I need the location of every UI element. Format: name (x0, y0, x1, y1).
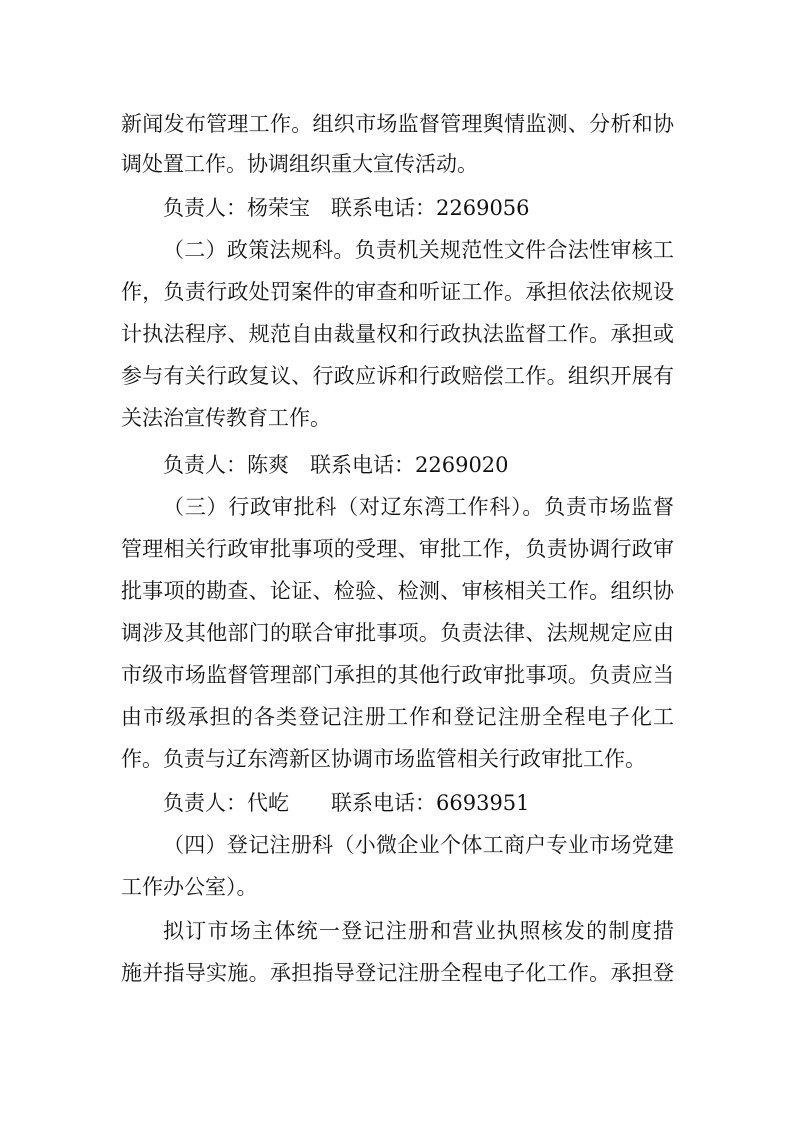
paragraph-line: 市级市场监督管理部门承担的其他行政审批事项。负责应当 (121, 663, 674, 687)
paragraph-line: 批事项的勘查、论证、检验、检测、审核相关工作。组织协 (121, 579, 674, 603)
paragraph-line: 作，负责行政处罚案件的审查和听证工作。承担依法依规设 (121, 280, 674, 304)
paragraph-line: 由市级承担的各类登记注册工作和登记注册全程电子化工 (121, 705, 674, 729)
paragraph-line: 新闻发布管理工作。组织市场监督管理舆情监测、分析和协 (121, 112, 674, 136)
paragraph-line: 调涉及其他部门的联合审批事项。负责法律、法规规定应由 (121, 621, 674, 645)
section-heading-line: （四）登记注册科（小微企业个体工商户专业市场党建 (163, 833, 674, 857)
paragraph-line: 计执法程序、规范自由裁量权和行政执法监督工作。承担或 (121, 322, 674, 346)
section-heading-line: （二）政策法规科。负责机关规范性文件合法性审核工 (163, 238, 674, 262)
paragraph-line: 管理相关行政审批事项的受理、审批工作，负责协调行政审 (121, 537, 674, 561)
paragraph-line: 拟订市场主体统一登记注册和营业执照核发的制度措 (163, 919, 674, 943)
paragraph-line: 作。负责与辽东湾新区协调市场监管相关行政审批工作。 (121, 747, 646, 771)
paragraph-line: 施并指导实施。承担指导登记注册全程电子化工作。承担登 (121, 961, 674, 985)
contact-line: 负责人：陈爽 联系电话：2269020 (163, 453, 509, 477)
contact-line: 负责人：杨荣宝 联系电话：2269056 (163, 196, 530, 220)
contact-line: 负责人：代屹 联系电话：6693951 (163, 791, 530, 815)
paragraph-line: 关法治宣传教育工作。 (121, 406, 331, 430)
section-heading-line: 工作办公室）。 (121, 875, 258, 899)
paragraph-line: 调处置工作。协调组织重大宣传活动。 (121, 152, 478, 176)
paragraph-line: 参与有关行政复议、行政应诉和行政赔偿工作。组织开展有 (121, 364, 674, 388)
section-heading-line: （三）行政审批科（对辽东湾工作科）。负责市场监督 (163, 495, 674, 519)
